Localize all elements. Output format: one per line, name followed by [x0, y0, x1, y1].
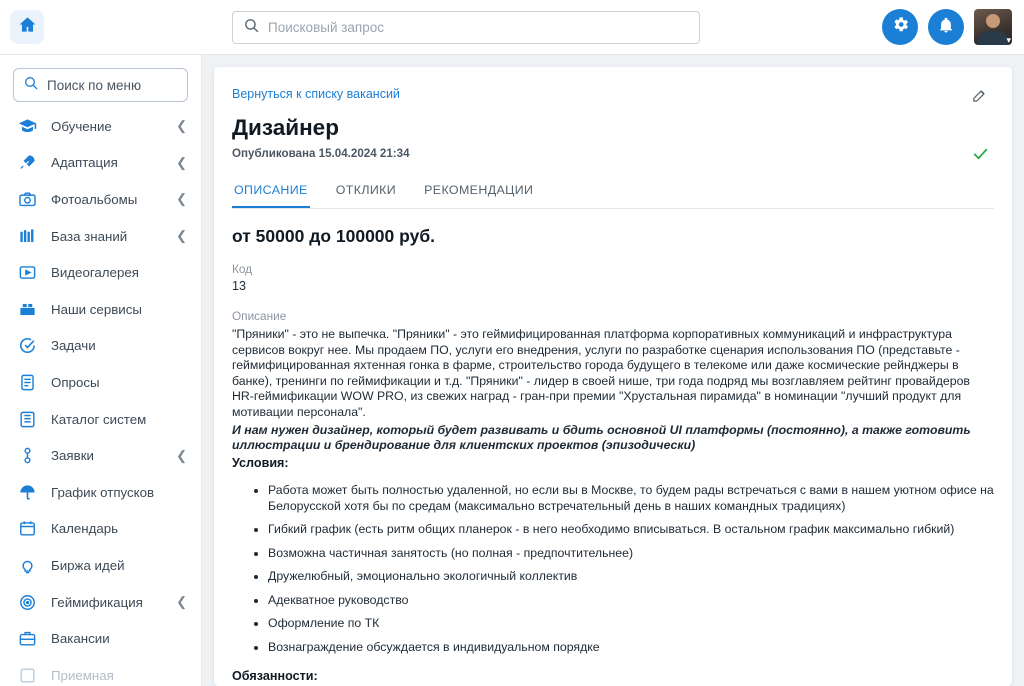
vacancy-tabs: [232, 177, 994, 209]
description-text: "Пряники" - это не выпечка. "Пряники" - это геймифицированная платформа корпоративных коммуникаций и инфраструктура сервисов вокруг нее. Мы продаем ПО, услуги его внедрения, услуги по разработке сценария использования ПО (представьте - геймифицированная яхтенная гонка в фарме, строительство города будущего в телекоме или даже космические рейнджеры в банке), тренинги по геймификации и т.д. "Пряники" - лидер в своей нише, три года подряд мы возглавляем рейтинг провайдеров HR-геймификации WOW PRO, из свежих наград - гран-при премии "Хрустальная пирамида" в номинации "лучший продукт для мотивации персонала".: [232, 327, 970, 419]
umbrella-icon: [16, 481, 38, 503]
conditions-heading: Условия:: [232, 455, 289, 470]
target-icon: [16, 591, 38, 613]
list-item: • Оформление по ТК: [268, 615, 994, 631]
sidebar-item-kalendar[interactable]: [0, 511, 201, 548]
sidebar-item-label: Вакансии: [51, 631, 110, 647]
sidebar: [0, 55, 202, 686]
sidebar-item-label: Видеогалерея: [51, 265, 139, 281]
sidebar-item-label: Биржа идей: [51, 557, 125, 573]
chevron-left-icon: ❮: [176, 228, 187, 244]
camera-icon: [16, 188, 38, 210]
tab-description[interactable]: ОПИСАНИЕ: [232, 177, 310, 208]
survey-icon: [16, 371, 38, 393]
description-label: Описание: [232, 309, 287, 323]
bell-icon: [937, 16, 955, 39]
catalog-icon: [16, 408, 38, 430]
global-search[interactable]: [232, 11, 700, 44]
lightbulb-icon: [16, 554, 38, 576]
sidebar-item-zadachi[interactable]: [0, 328, 201, 365]
search-icon: [243, 17, 260, 39]
description-emphasis: И нам нужен дизайнер, который будет развивать и бдить основной UI платформы (постоянно), а также готовить иллюстрации и брендирование для клиентских проектов (эпизодически): [232, 422, 971, 453]
avatar[interactable]: [974, 9, 1012, 45]
sidebar-item-birzha-idey[interactable]: [0, 547, 201, 584]
reception-icon: [16, 664, 38, 686]
sidebar-item-nashi-servisy[interactable]: [0, 291, 201, 328]
avatar-body: [978, 31, 1008, 45]
code-value: 13: [232, 279, 247, 293]
tab-responses[interactable]: ОТКЛИКИ: [335, 183, 397, 197]
chevron-down-icon: ▾: [1006, 35, 1011, 45]
home-button[interactable]: [10, 10, 44, 44]
sidebar-item-label: Геймификация: [51, 594, 143, 610]
sidebar-item-vakansii[interactable]: [0, 620, 201, 657]
notifications-button[interactable]: [928, 9, 964, 45]
ticket-icon: [16, 445, 38, 467]
chevron-left-icon: ❮: [176, 594, 187, 610]
chevron-left-icon: ❮: [176, 191, 187, 207]
vacancy-panel: [214, 67, 1012, 686]
sidebar-item-label: Обучение: [51, 118, 112, 134]
page-title: Дизайнер: [232, 115, 339, 140]
published-date: Опубликована 15.04.2024 21:34: [232, 147, 410, 160]
conditions-list: [232, 482, 994, 655]
list-item: • Возможна частичная занятость (но полная - предпочтительнее): [268, 545, 994, 561]
tab-recommendations[interactable]: РЕКОМЕНДАЦИИ: [424, 183, 534, 197]
sidebar-item-label: Опросы: [51, 374, 100, 390]
sidebar-item-label: Каталог систем: [51, 411, 147, 427]
sidebar-item-katalog-sistem[interactable]: [0, 401, 201, 438]
list-item: • Работа может быть полностью удаленной, но если вы в Москве, то будем рады встречаться с вами в нашем уютном офисе на Белорусской хотя бы по средам (максимально встречательный день в наших командных традициях): [268, 482, 994, 514]
sidebar-item-priemnaya[interactable]: [0, 657, 201, 686]
list-item: • Гибкий график (есть ритм общих планерок - в него необходимо вписываться. В остальном график максимально гибкий): [268, 521, 994, 537]
video-icon: [16, 262, 38, 284]
sidebar-item-oprosy[interactable]: [0, 364, 201, 401]
duties-heading: Обязанности:: [232, 668, 318, 683]
approve-check-icon[interactable]: [971, 144, 990, 169]
settings-button[interactable]: [882, 9, 918, 45]
list-item: • Адекватное руководство: [268, 592, 994, 608]
sidebar-item-obuchenie[interactable]: [0, 108, 201, 145]
sidebar-item-baza-znaniy[interactable]: [0, 218, 201, 255]
task-check-icon: [16, 335, 38, 357]
back-to-vacancies-link[interactable]: Вернуться к списку вакансий: [232, 87, 400, 101]
sidebar-item-label: Заявки: [51, 448, 94, 464]
sidebar-item-label: Адаптация: [51, 155, 118, 171]
top-bar-actions: [882, 9, 1012, 45]
sidebar-item-label: Фотоальбомы: [51, 191, 138, 207]
sidebar-search-label: Поиск по меню: [47, 77, 142, 93]
home-icon: [18, 15, 37, 39]
code-label: Код: [232, 262, 253, 276]
sidebar-item-zayavki[interactable]: [0, 437, 201, 474]
services-icon: [16, 298, 38, 320]
calendar-icon: [16, 518, 38, 540]
sidebar-item-label: График отпусков: [51, 484, 155, 500]
content-area: [0, 55, 1024, 686]
pencil-icon[interactable]: [971, 87, 988, 109]
rocket-icon: [16, 152, 38, 174]
chevron-left-icon: ❮: [176, 118, 187, 134]
sidebar-item-label: Задачи: [51, 338, 96, 354]
top-bar: [0, 0, 1024, 55]
list-item: • Дружелюбный, эмоционально экологичный коллектив: [268, 568, 994, 584]
search-icon: [23, 75, 39, 96]
sidebar-item-geymifikaciya[interactable]: [0, 584, 201, 621]
chevron-left-icon: ❮: [176, 154, 187, 170]
briefcase-icon: [16, 628, 38, 650]
gear-icon: [891, 15, 910, 39]
library-icon: [16, 225, 38, 247]
salary-range: от 50000 до 100000 руб.: [232, 226, 435, 246]
sidebar-item-videogalereya[interactable]: [0, 254, 201, 291]
avatar-head: [986, 14, 1000, 28]
sidebar-item-fotoalbomy[interactable]: [0, 181, 201, 218]
chevron-left-icon: ❮: [176, 447, 187, 463]
sidebar-item-label: Наши сервисы: [51, 301, 142, 317]
search-input[interactable]: [260, 19, 699, 36]
sidebar-item-label: База знаний: [51, 228, 128, 244]
sidebar-item-label: Календарь: [51, 521, 119, 537]
sidebar-search[interactable]: [13, 68, 188, 102]
list-item: • Вознаграждение обсуждается в индивидуальном порядке: [268, 639, 994, 655]
graduation-cap-icon: [16, 115, 38, 137]
sidebar-item-grafik-otpuskov[interactable]: [0, 474, 201, 511]
sidebar-item-adaptaciya[interactable]: [0, 145, 201, 182]
sidebar-item-label: Приемная: [51, 667, 114, 683]
